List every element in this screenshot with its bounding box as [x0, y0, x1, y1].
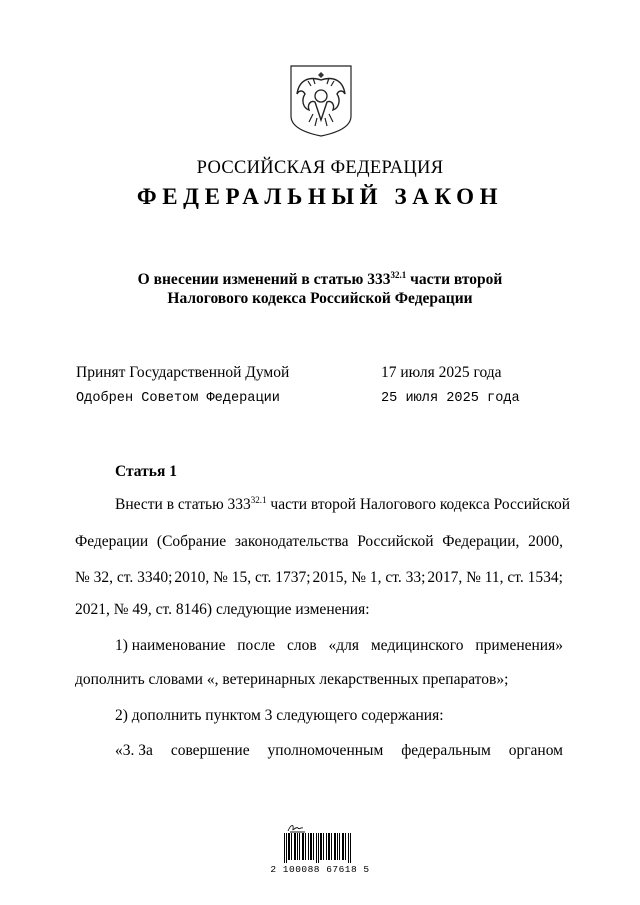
- article-line-2: Федерации (Собрание законодательства Российской Федерации, 2000,: [75, 533, 563, 550]
- barcode-number: 2 100088 67618 5: [270, 864, 370, 875]
- council-approval-date: 25 июля 2025 года: [381, 391, 520, 406]
- subject-line-1: О внесении изменений в статью $333^{32.1}$ части второй: [137, 270, 503, 288]
- subject-line-2: Налогового кодекса Российской Федерации: [167, 290, 473, 307]
- barcode-graphic: [284, 833, 354, 863]
- article-intro-line: Внести в статью $333^{32.1}$ части второй Налогового кодекса Российской: [115, 495, 570, 513]
- duma-adoption-date: 17 июля 2025 года: [381, 364, 502, 381]
- item-1-line-2: дополнить словами «, ветеринарных лекарственных препаратов»;: [75, 671, 509, 688]
- law-subject: [0, 270, 640, 308]
- duma-adoption-label: Принят Государственной Думой: [76, 364, 290, 381]
- council-approval-label: Одобрен Советом Федерации: [76, 391, 280, 406]
- article-line-4: 2021, № 49, ст. 8146) следующие изменения:: [75, 601, 370, 618]
- item-1-line-1: 1) наименование после слов «для медицинского применения»: [115, 637, 563, 654]
- item-2-line: 2) дополнить пунктом 3 следующего содержания:: [115, 707, 444, 724]
- article-heading: Статья 1: [115, 463, 177, 480]
- article-line-3: № 32, ст. 3340; 2010, № 15, ст. 1737; 2015, № 1, ст. 33; 2017, № 11, ст. 1534;: [75, 569, 563, 586]
- country-name: РОССИЙСКАЯ ФЕДЕРАЦИЯ: [196, 158, 444, 178]
- item-3-line: «3. За совершение уполномоченным федеральным органом: [115, 742, 563, 759]
- coat-of-arms-emblem: [289, 64, 353, 138]
- document-type-title: ФЕДЕРАЛЬНЫЙ ЗАКОН: [136, 184, 504, 209]
